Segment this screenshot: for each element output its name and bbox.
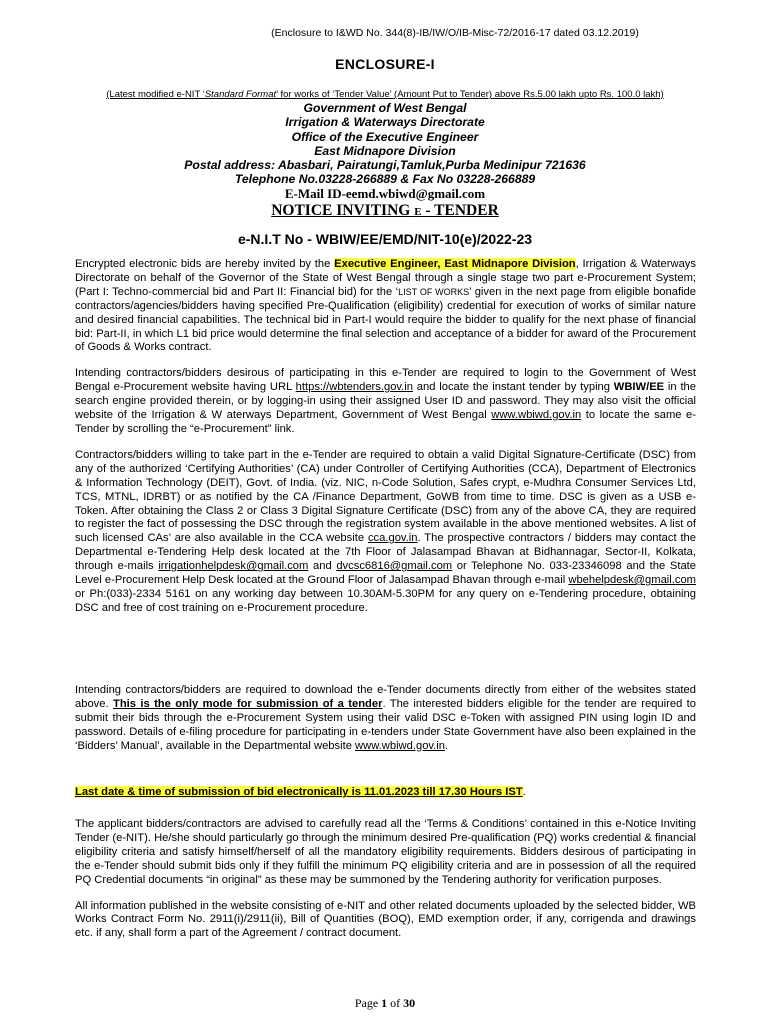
- office-header: [0, 101, 770, 187]
- p4-text-1: Intending contractors/bidders are required to download the e-Tender documents directly from either of the websites stated above.: [75, 684, 696, 710]
- p1-list-of-works: LIST OF WORKS: [398, 286, 470, 297]
- page-footer: [0, 996, 770, 1011]
- p1-text-1: Encrypted electronic bids are hereby invited by the: [75, 258, 335, 270]
- p3-text-1: Contractors/bidders willing to take part in the e-Tender are required to obtain a valid Digital Signature-Certificate (DSC) from any of the authorized ‘Certifying Authorities’ (CA) under Controller of Certifying Authorities (CCA), Department of Electronics & Information Technology (DEIT), Govt. of India. (viz. NIC, n-Code Solution, Safes crypt, e-Mudhra Consumer Services Ltd, TCS, MTNL, IDRBT) or as notified by the CA /Finance Department, GoWB from time to time. DSC is given as a USB e-Token. After obtaining the Class 2 or Class 3 Digital Signature Certificate (DSC) from any of the above CA, they are required to register the fact of possessing the DSC through the registration system available in the above mentioned websites. A list of such licensed CAs’ are also available in the CCA website: [75, 448, 696, 545]
- body-text-block-2: [75, 684, 696, 766]
- notice-heading: [0, 202, 770, 220]
- header-government: Government of West Bengal: [303, 101, 467, 115]
- enclosure-title: ENCLOSURE-I: [335, 56, 435, 72]
- wbiwd-link[interactable]: www.wbiwd.gov.in: [491, 409, 582, 422]
- p3-text-4: or Telephone No. 033-23346098 and the State Level e-Procurement Help Desk located at the Ground Floor of Jalasampad Bhavan through e-mail: [75, 560, 696, 587]
- p1-text-2: , Irrigation & Waterways Directorate on behalf of the Governor of the State of West Bengal through a single stage two part e-Procurement System; (Part I: Techno-commercial bid and Part II: Financial bid) for the ‘: [75, 258, 696, 298]
- deadline-tail: .: [522, 786, 526, 798]
- p4-text-3: .: [445, 739, 449, 752]
- dvcsc-email-link[interactable]: dvcsc6816@gmail.com: [336, 560, 453, 573]
- p2-text-4: to locate the same e-Tender by scrolling the “e-Procurement” link.: [75, 409, 696, 435]
- p1-highlight-executive-engineer: Executive Engineer, East Midnapore Division: [334, 258, 576, 270]
- footer-page-total: 30: [403, 996, 416, 1010]
- header-division: East Midnapore Division: [314, 143, 456, 158]
- p2-text-3: in the search engine provided therein, or by logging-in using their assigned User ID and password. They may also visit the official website of the Irrigation & W aterways Department, Government of West Bengal: [75, 381, 696, 422]
- p4-text-2: . The interested bidders eligible for the tender are required to submit their bids through the e-Procurement System using their valid DSC e-Token with assigned PIN using login ID and password. Details of e-filing procedure for participating in e-tenders under State Government have also been explained in the ‘Bidders’ Manual’, available in the Departmental website: [75, 697, 697, 752]
- p3-text-5: or Ph:(033)-2334 5161 on any working day between 10.30AM-5.30PM for any query on e-Tendering procedure, obtaining DSC and free of cost training on e-Procurement procedure.: [75, 587, 696, 614]
- paragraph-invitation: [75, 258, 696, 355]
- notice-heading-part2: - TENDER: [421, 202, 499, 219]
- paragraph-login: [75, 367, 696, 437]
- notice-heading-e: E: [414, 206, 422, 218]
- irrigation-helpdesk-email-link[interactable]: irrigationhelpdesk@gmail.com: [158, 560, 309, 573]
- note-post: ’ for works of ‘Tender Value’ (Amount Put to Tender) above Rs.5.00 lakh upto Rs. 100.0 lakh): [276, 89, 664, 100]
- cca-link[interactable]: cca.gov.in: [367, 532, 418, 545]
- nit-number: e-N.I.T No - WBIW/EE/EMD/NIT-10(e)/2022-23: [237, 231, 533, 247]
- wbiwd-website-link[interactable]: www.wbiwd.gov.in: [355, 739, 445, 752]
- note-italic: Standard Format: [204, 89, 277, 100]
- header-directorate: Irrigation & Waterways Directorate: [285, 115, 485, 130]
- footer-page-label: Page: [354, 996, 382, 1010]
- enclosure-reference: (Enclosure to I&WD No. 344(8)-IB/IW/O/IB-Misc-72/2016-17 dated 03.12.2019): [271, 27, 639, 39]
- p1-text-3: ’ given in the next page from eligible bonafide contractors/agencies/bidders having specified Pre-Qualification (eligibility) credential for execution of works of similar nature and desired financial capabilities. The technical bid in Part-I would require the bidder to qualify for the next phase of financial bid: Part-II, in which L1 bid price would determine the final selection and acceptance of a bidder for award of the Procurement of Goods & Works contract.: [75, 285, 696, 354]
- latest-format-note: [0, 89, 770, 100]
- p2-text-2: and locate the instant tender by typing: [413, 381, 614, 394]
- wbehelpdesk-email-link[interactable]: wbehelpdesk@gmail.com: [568, 574, 696, 587]
- note-pre: (Latest modified e-NIT ‘: [106, 89, 205, 100]
- wbtenders-link[interactable]: https://wbtenders.gov.in: [295, 381, 413, 394]
- body-text-block-1: [75, 258, 696, 628]
- paragraph-dsc: [75, 449, 696, 616]
- header-office: Office of the Executive Engineer: [291, 129, 479, 144]
- deadline-paragraph: [75, 786, 696, 800]
- paragraph-terms: The applicant bidders/contractors are advised to carefully read all the ‘Terms & Conditions’ contained in this e-Notice Inviting Tender (e-NIT). He/she should particularly go through the minimum desired Pre-qualification (PQ) works credential & financial eligibility criteria and satisfy himself/herself of all the mandatory eligibility requirements. Bidders desirous of participating in the e-Tender should submit bids only if they fulfill the minimum PQ eligibility criteria and are in possession of all the required PQ Credential documents “in original” as these may be summoned by the Tendering authority for verification purposes.: [75, 818, 696, 886]
- p2-search-term: WBIW/EE: [613, 381, 665, 394]
- p3-text-2: . The prospective contractors / bidders may contact the Departmental e-Tendering Help desk located at the 7th Floor of Jalasampad Bhavan at Bidhannagar, Sector-II, Kolkata, through e-mails: [75, 532, 697, 573]
- header-email: E-Mail ID-eemd.wbiwd@gmail.com: [284, 186, 486, 201]
- deadline-text: Last date & time of submission of bid electronically is 11.01.2023 till 17.30 Hours IST: [75, 786, 523, 798]
- deadline-block: [75, 786, 696, 812]
- body-text-block-3: [75, 818, 696, 953]
- footer-page-number: 1: [381, 996, 388, 1010]
- p3-text-3: and: [308, 560, 337, 573]
- header-telephone: Telephone No.03228-266889 & Fax No 03228-266889: [234, 172, 536, 187]
- header-postal-address: Postal address: Abasbari, Pairatungi,Tamluk,Purba Medinipur 721636: [184, 158, 586, 173]
- footer-of-label: of: [387, 996, 404, 1010]
- paragraph-information: All information published in the website consisting of e-NIT and other related documents uploaded by the selected bidder, WB Works Contract Form No. 2911(i)/2911(ii), Bill of Quantities (BOQ), EMD exemption order, if any, corrigenda and drawings etc. if any, shall form a part of the Agreement / contract document.: [75, 899, 696, 940]
- p4-only-mode: This is the only mode for submission of a tender: [112, 697, 383, 710]
- paragraph-download: [75, 684, 696, 754]
- notice-heading-part1: NOTICE INVITING: [271, 202, 415, 219]
- p2-text-1: Intending contractors/bidders desirous of participating in this e-Tender are required to login to the Government of West Bengal e-Procurement website having URL: [75, 367, 696, 394]
